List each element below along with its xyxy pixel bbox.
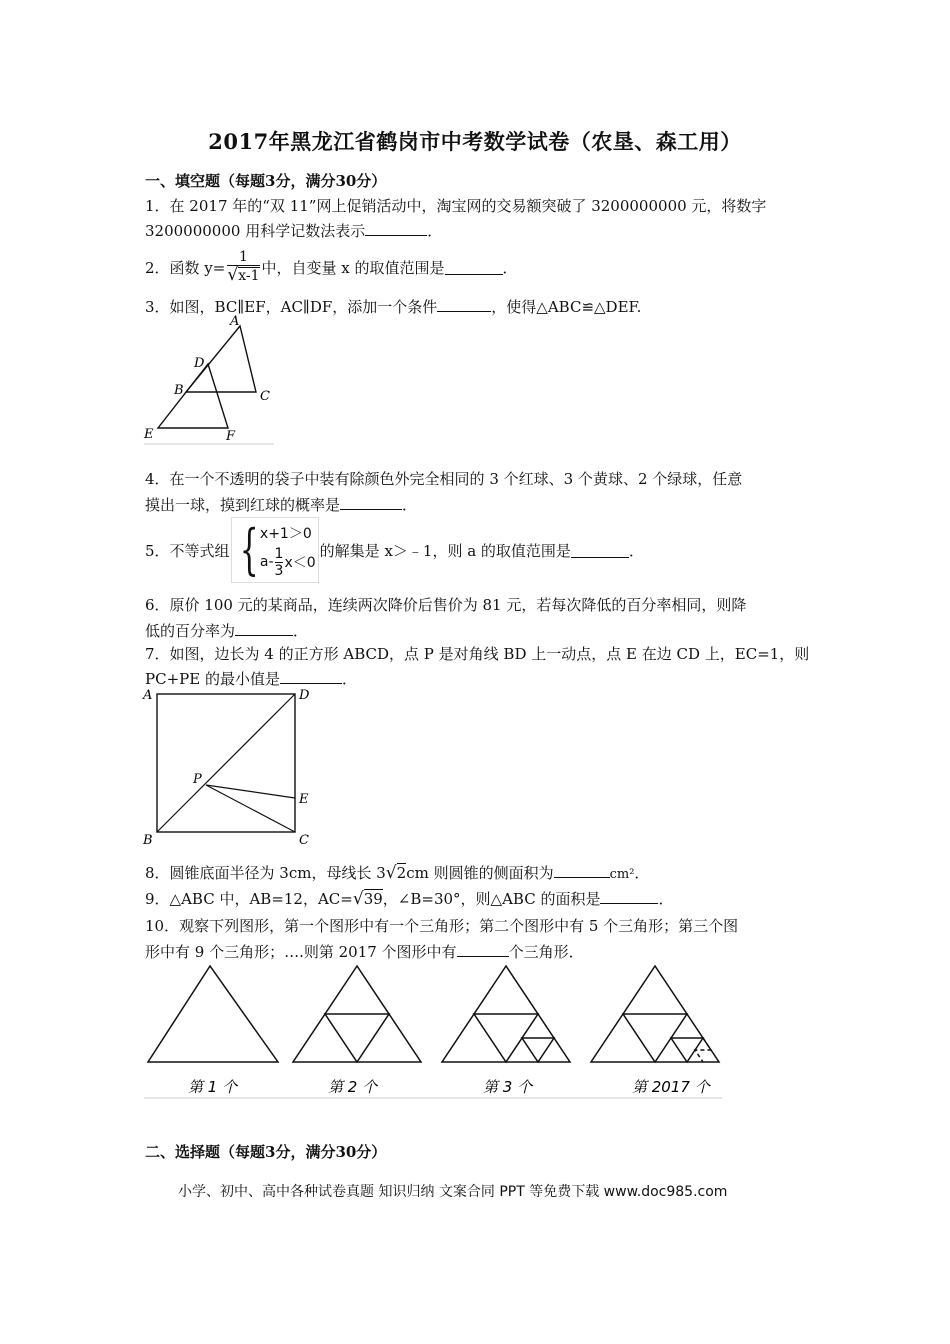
label-c: C [260, 389, 270, 404]
label-b: B [174, 383, 184, 398]
question-5: 5．不等式组 { x+1＞0 a- $\frac{1}{3}$ x＜0 的解集是 x＞﹣1，则 a 的取值范围是 ． [145, 518, 644, 581]
figure-10-triangle-sequence [140, 960, 726, 1100]
question-1-line-1: 1．在 2017 年的“双 11”网上促销活动中，淘宝网的交易额突破了 3200000000 元，将数字 [145, 197, 767, 215]
label-c: C [299, 833, 309, 848]
label-a: A [230, 314, 240, 329]
label-d: D [299, 688, 310, 703]
answer-blank-6[interactable] [235, 621, 293, 636]
question-7-line-2: PC+PE 的最小值是 ． [145, 670, 357, 688]
label-d: D [194, 356, 205, 371]
label-a: A [143, 688, 153, 703]
answer-blank-1[interactable] [365, 221, 427, 236]
label-b: B [143, 833, 153, 848]
answer-blank-4[interactable] [340, 495, 402, 510]
triangle-def [158, 364, 228, 428]
question-4-line-2: 摸出一球，摸到红球的概率是 ． [145, 496, 418, 514]
sqrt-icon: √ [385, 863, 397, 883]
answer-blank-3[interactable] [437, 297, 491, 312]
question-6-line-2: 低的百分率为 ． [145, 622, 309, 640]
figure-3-triangles [140, 312, 276, 446]
question-10-line-2: 形中有 9 个三角形；….则第 2017 个图形中有 个三角形． [145, 943, 584, 961]
question-7-line-1: 7．如图，边长为 4 的正方形 ABCD，点 P 是对角线 BD 上一动点，点 E 在边 CD 上，EC=1，则 [145, 645, 810, 663]
question-3: 3．如图，BC∥EF，AC∥DF，添加一个条件 ，使得△ABC≌△DEF. [145, 298, 642, 316]
answer-blank-10[interactable] [457, 942, 509, 957]
answer-blank-8[interactable] [554, 863, 610, 878]
question-8: 8．圆锥底面半径为 3cm，母线长 3√2cm 则圆锥的侧面积为 cm²． [145, 863, 650, 883]
footer-link[interactable]: 小学、初中、高中各种试卷真题 知识归纳 文案合同 PPT 等免费下载 www.doc985.com [178, 1184, 728, 1200]
question-9: 9．△ABC 中，AB=12，AC=√39，∠B=30°，则△ABC 的面积是 ． [145, 889, 674, 909]
answer-blank-7[interactable] [280, 669, 342, 684]
figure-7-square [140, 684, 320, 848]
question-2: 2．函数 y= $\frac{1}{√x-1}$ 中，自变量 x 的取值范围是 ． [145, 249, 518, 285]
inequality-system: { x+1＞0 a- $\frac{1}{3}$ x＜0 [231, 517, 319, 583]
fig10-caption-2017: 第 2017 个 [632, 1078, 710, 1096]
diagonal-bd [157, 694, 295, 832]
section-heading-fill-in: 一、填空题（每题3分，满分30分） [145, 172, 387, 190]
label-f: F [226, 429, 236, 444]
sqrt-icon: √ [227, 265, 239, 285]
question-10-line-1: 10．观察下列图形，第一个图形中有一个三角形；第二个图形中有 5 个三角形；第三个图 [145, 917, 739, 935]
fig10-caption-1: 第 1 个 [188, 1078, 238, 1096]
label-e: E [299, 792, 309, 807]
fig10-caption-3: 第 3 个 [483, 1078, 533, 1096]
sqrt-icon: √ [352, 889, 364, 909]
fig10-figure-3 [442, 966, 570, 1062]
fig10-figure-2 [293, 966, 421, 1062]
question-6-line-1: 6．原价 100 元的某商品，连续两次降价后售价为 81 元，若每次降低的百分率相同，则降 [145, 596, 747, 614]
answer-blank-9[interactable] [600, 889, 658, 904]
answer-blank-5[interactable] [571, 543, 629, 558]
function-fraction: $\frac{1}{√x-1}$ [227, 249, 260, 285]
fig10-triangle-1 [148, 966, 278, 1062]
fig10-figure-2017 [591, 966, 719, 1062]
question-1-line-2: 3200000000 用科学记数法表示 ． [145, 222, 443, 240]
label-p: P [193, 772, 202, 787]
fig10-caption-2: 第 2 个 [328, 1078, 378, 1096]
page-title: 2017年黑龙江省鹤岗市中考数学试卷（农垦、森工用） [208, 129, 742, 154]
question-1-text: 3200000000 用科学记数法表示 [145, 222, 366, 240]
section-heading-choice: 二、选择题（每题3分，满分30分） [145, 1143, 387, 1161]
question-4-line-1: 4．在一个不透明的袋子中装有除颜色外完全相同的 3 个红球、3 个黄球、2 个绿球，任意 [145, 470, 743, 488]
brace-icon: { [239, 518, 259, 581]
answer-blank-2[interactable] [445, 260, 503, 275]
label-e: E [144, 427, 154, 442]
